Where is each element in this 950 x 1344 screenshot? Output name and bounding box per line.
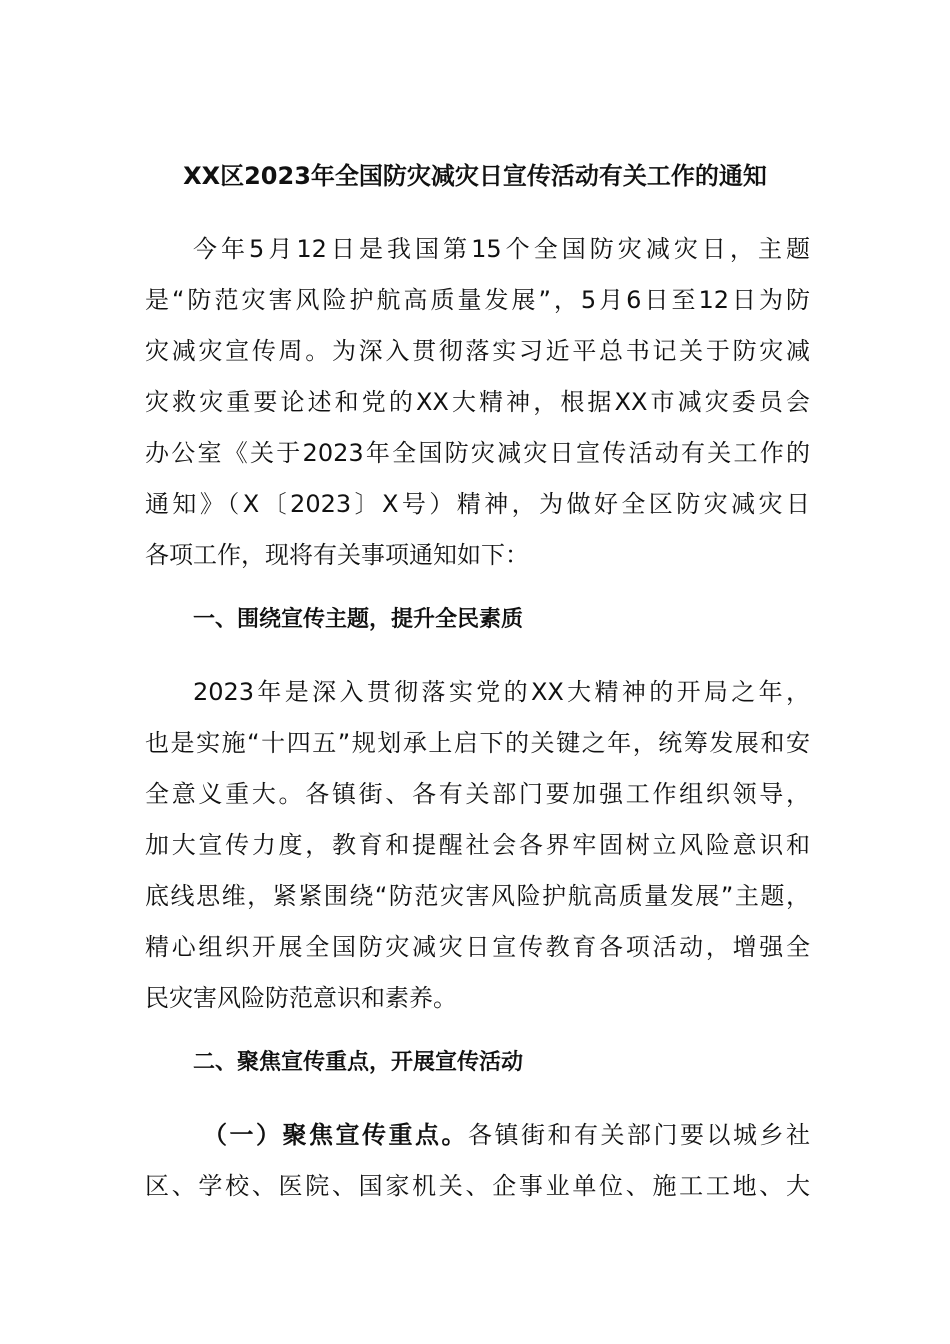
intro-line-5: 办公室《关于2023年全国防灾减灾日宣传活动有关工作的	[145, 439, 810, 467]
section1-line-2: 也是实施“十四五”规划承上启下的关键之年，统筹发展和安	[145, 729, 810, 757]
section2-sub-line-1-text: 各镇街和有关部门要以城乡社	[468, 1121, 810, 1149]
section2-sub-line-1	[145, 1110, 810, 1161]
section1-paragraph	[145, 667, 810, 1024]
intro-line-3: 灾减灾宣传周。为深入贯彻落实习近平总书记关于防灾减	[145, 337, 810, 365]
section1-heading: 一、围绕宣传主题，提升全民素质	[193, 607, 524, 632]
section2-sub-line-2: 区、学校、医院、国家机关、企事业单位、施工工地、大	[145, 1172, 810, 1200]
intro-line-7: 各项工作，现将有关事项通知如下：	[145, 541, 529, 569]
section1-line-5: 底线思维，紧紧围绕“防范灾害风险护航高质量发展”主题，	[145, 882, 810, 910]
section2-sub-paragraph	[145, 1110, 810, 1212]
section1-line-1: 2023年是深入贯彻落实党的XX大精神的开局之年，	[193, 678, 810, 706]
section1-line-7: 民灾害风险防范意识和素养。	[145, 984, 457, 1012]
intro-line-4: 灾救灾重要论述和党的XX大精神，根据XX市减灾委员会	[145, 388, 810, 416]
document-title: XX区2023年全国防灾减灾日宣传活动有关工作的通知	[183, 162, 767, 190]
section1-line-6: 精心组织开展全国防灾减灾日宣传教育各项活动，增强全	[145, 933, 810, 961]
section2-heading: 二、聚焦宣传重点，开展宣传活动	[193, 1050, 524, 1075]
section2-sub-lead: （一）聚焦宣传重点。	[203, 1121, 468, 1149]
section1-line-3: 全意义重大。各镇街、各有关部门要加强工作组织领导，	[145, 780, 810, 808]
intro-paragraph	[145, 224, 810, 581]
intro-line-6: 通知》（X〔2023〕X号）精神，为做好全区防灾减灾日	[145, 490, 810, 518]
intro-line-1: 今年5月12日是我国第15个全国防灾减灾日，主题	[193, 235, 810, 263]
intro-line-2: 是“防范灾害风险护航高质量发展”，5月6日至12日为防	[145, 286, 810, 314]
section1-line-4: 加大宣传力度，教育和提醒社会各界牢固树立风险意识和	[145, 831, 810, 859]
